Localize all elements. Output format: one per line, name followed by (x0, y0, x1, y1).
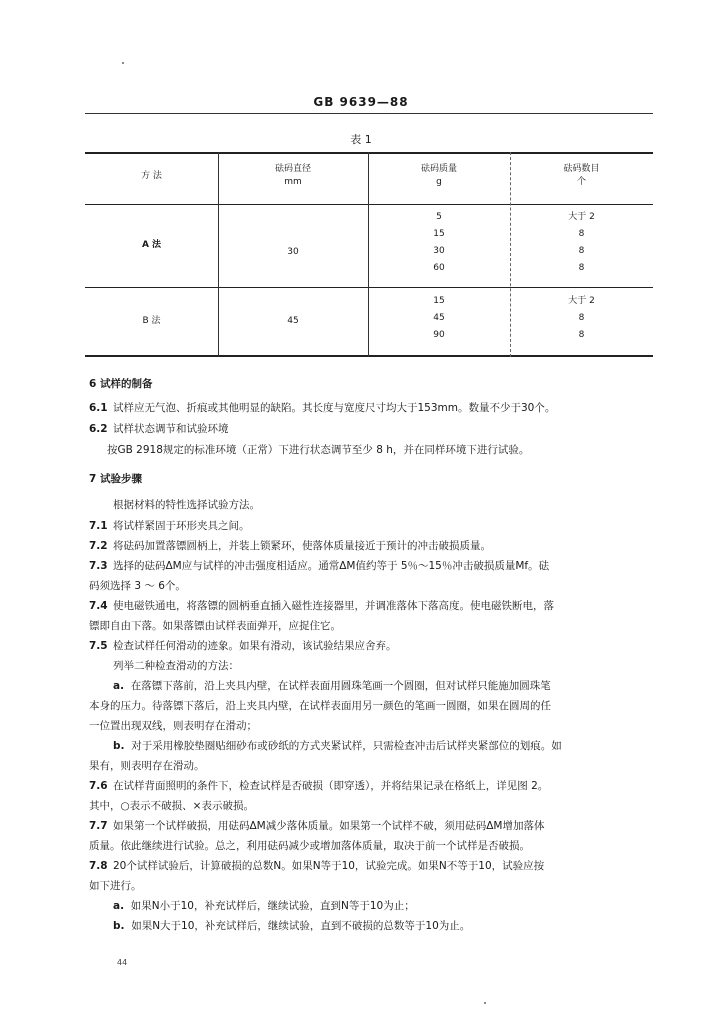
count-value: 8 (578, 246, 585, 256)
data-table (85, 152, 653, 356)
para-7-8-b (113, 917, 470, 936)
page-number: 44 (117, 958, 128, 967)
para-6-2 (89, 420, 229, 439)
para-text: 20个试样试验后，计算破损的总数N。如果N等于10，试验完成。如果N不等于10，试验应按 (113, 860, 545, 872)
table-top-rule (85, 152, 653, 154)
item-label: b. (113, 920, 125, 932)
row-b-masses (368, 295, 510, 346)
row-a-method: A 法 (141, 240, 162, 250)
para-text: 在试样背面照明的条件下，检查试样是否破损（即穿透），并将结果记录在格纸上，详见图 2。 (113, 780, 549, 792)
col-header-mass (368, 163, 510, 189)
col-header-diameter (218, 163, 368, 189)
item-text: 如果N小于10，补充试样后，继续试验，直到N等于10为止； (130, 900, 415, 912)
mass-value: 15 (433, 296, 445, 306)
para-text: 将砝码加置落镖圆柄上，并装上锁紧环，使落体质量接近于预计的冲击破损质量。 (113, 540, 491, 552)
col-header-unit: 个 (576, 177, 586, 187)
para-number: 7.6 (89, 780, 108, 792)
para-text: 检查试样任何滑动的迹象。如果有滑动，该试验结果应舍弃。 (113, 640, 397, 652)
row-b-diameter: 45 (287, 316, 299, 326)
row-a-diameter: 30 (287, 247, 299, 257)
para-7-4-cont: 镖即自由下落。如果落镖由试样表面弹开，应捉住它。 (89, 620, 341, 632)
mass-value: 60 (433, 263, 445, 273)
para-7-8-cont: 如下进行。 (89, 880, 142, 892)
mass-value: 45 (433, 313, 445, 323)
para-text: 将试样紧固于环形夹具之间。 (113, 520, 250, 532)
scan-speck (122, 62, 124, 64)
para-7-1 (89, 517, 250, 536)
col-header-label: 方 法 (141, 171, 162, 181)
para-number: 7.8 (89, 860, 108, 872)
page-header: GB 9639—88 (313, 95, 409, 109)
col-header-label: 砝码直径 (274, 164, 311, 174)
mass-value: 30 (433, 246, 445, 256)
row-b-method: B 法 (142, 316, 161, 326)
para-6-1 (89, 399, 555, 418)
col-header-count (510, 163, 653, 189)
para-text: 选择的砝码ΔM应与试样的冲击强度相适应。通常ΔM值约等于 5％～15％冲击破损质量Mf。砝 (113, 560, 550, 572)
count-value: 8 (578, 330, 585, 340)
para-7-3-cont: 码须选择 3 ～ 6个。 (89, 580, 186, 592)
para-7-6-cont: 其中，○表示不破损、×表示破损。 (89, 800, 254, 812)
para-7-5 (89, 637, 397, 656)
item-label: b. (113, 740, 125, 752)
para-7-5-b (113, 737, 562, 756)
count-value: 8 (578, 313, 585, 323)
para-text: 试样状态调节和试验环境 (113, 423, 229, 435)
para-7-8-a (113, 897, 415, 916)
para-7-5-a-cont: 一位置出现双线，则表明存在滑动； (89, 720, 257, 732)
para-7-6 (89, 777, 548, 796)
table-header-rule (85, 204, 653, 205)
count-value: 大于 2 (568, 296, 595, 306)
para-number: 7.2 (89, 540, 108, 552)
para-7-7-cont: 质量。依此继续进行试验。总之，利用砝码减少或增加落体质量，取决于前一个试样是否破损。 (89, 840, 530, 852)
para-7-5-a-cont: 本身的压力。待落镖下落后，沿上夹具内壁，在试样表面用另一颜色的笔画一圆圈，如果在圆周的任 (89, 700, 551, 712)
count-value: 大于 2 (568, 212, 595, 222)
para-6-2-body: 按GB 2918规定的标准环境（正常）下进行状态调节至少 8 h，并在同样环境下进行试验。 (107, 444, 530, 456)
para-7-3 (89, 557, 549, 576)
section-6-title: 6 试样的制备 (89, 378, 153, 390)
item-label: a. (113, 900, 125, 912)
count-value: 8 (578, 263, 585, 273)
row-a-masses (368, 211, 510, 279)
table-row-rule (85, 287, 653, 288)
para-7-2 (89, 537, 491, 556)
mass-value: 5 (436, 212, 442, 222)
para-7-7 (89, 817, 544, 836)
item-text: 在落镖下落前，沿上夹具内壁，在试样表面用圆珠笔画一个圆圈，但对试样只能施加圆珠笔 (130, 680, 551, 692)
header-rule (85, 113, 653, 114)
section-7-title: 7 试验步骤 (89, 473, 142, 485)
table-caption: 表 1 (350, 133, 372, 146)
para-number: 7.4 (89, 600, 108, 612)
para-7-4 (89, 597, 554, 616)
para-7-intro: 根据材料的特性选择试验方法。 (113, 499, 260, 511)
col-header-unit: mm (284, 177, 302, 187)
para-7-8 (89, 857, 544, 876)
para-7-5-a (113, 677, 551, 696)
count-value: 8 (578, 229, 585, 239)
mass-value: 15 (433, 229, 445, 239)
row-a-counts (510, 211, 653, 279)
para-number: 7.7 (89, 820, 108, 832)
para-number: 7.3 (89, 560, 108, 572)
col-header-label: 砝码数目 (563, 164, 600, 174)
row-b-counts (510, 295, 653, 346)
col-header-method (85, 170, 218, 183)
item-label: a. (113, 680, 125, 692)
para-7-5-intro: 列举二种检查滑动的方法： (113, 660, 239, 672)
para-text: 试样应无气泡、折痕或其他明显的缺陷。其长度与宽度尺寸均大于153mm。数量不少于30个。 (113, 402, 556, 414)
item-text: 对于采用橡胶垫圈贴细砂布或砂纸的方式夹紧试样，只需检查冲击后试样夹紧部位的划痕。如 (131, 740, 562, 752)
para-number: 7.1 (89, 520, 108, 532)
mass-value: 90 (433, 330, 445, 340)
table-bottom-rule (85, 355, 653, 357)
col-header-unit: g (436, 177, 442, 187)
scan-speck (484, 1002, 486, 1004)
para-text: 如果第一个试样破损，用砝码ΔM减少落体质量。如果第一个试样不破，须用砝码ΔM增加落体 (113, 820, 545, 832)
para-7-5-b-cont: 果有，则表明存在滑动。 (89, 760, 205, 772)
para-number: 6.2 (89, 423, 108, 435)
item-text: 如果N大于10，补充试样后，继续试验，直到不破损的总数等于10为止。 (131, 920, 471, 932)
col-header-label: 砝码质量 (420, 164, 457, 174)
para-number: 7.5 (89, 640, 108, 652)
para-text: 使电磁铁通电，将落镖的圆柄垂直插入磁性连接器里，并调准落体下落高度。使电磁铁断电，落 (113, 600, 554, 612)
para-number: 6.1 (89, 402, 108, 414)
